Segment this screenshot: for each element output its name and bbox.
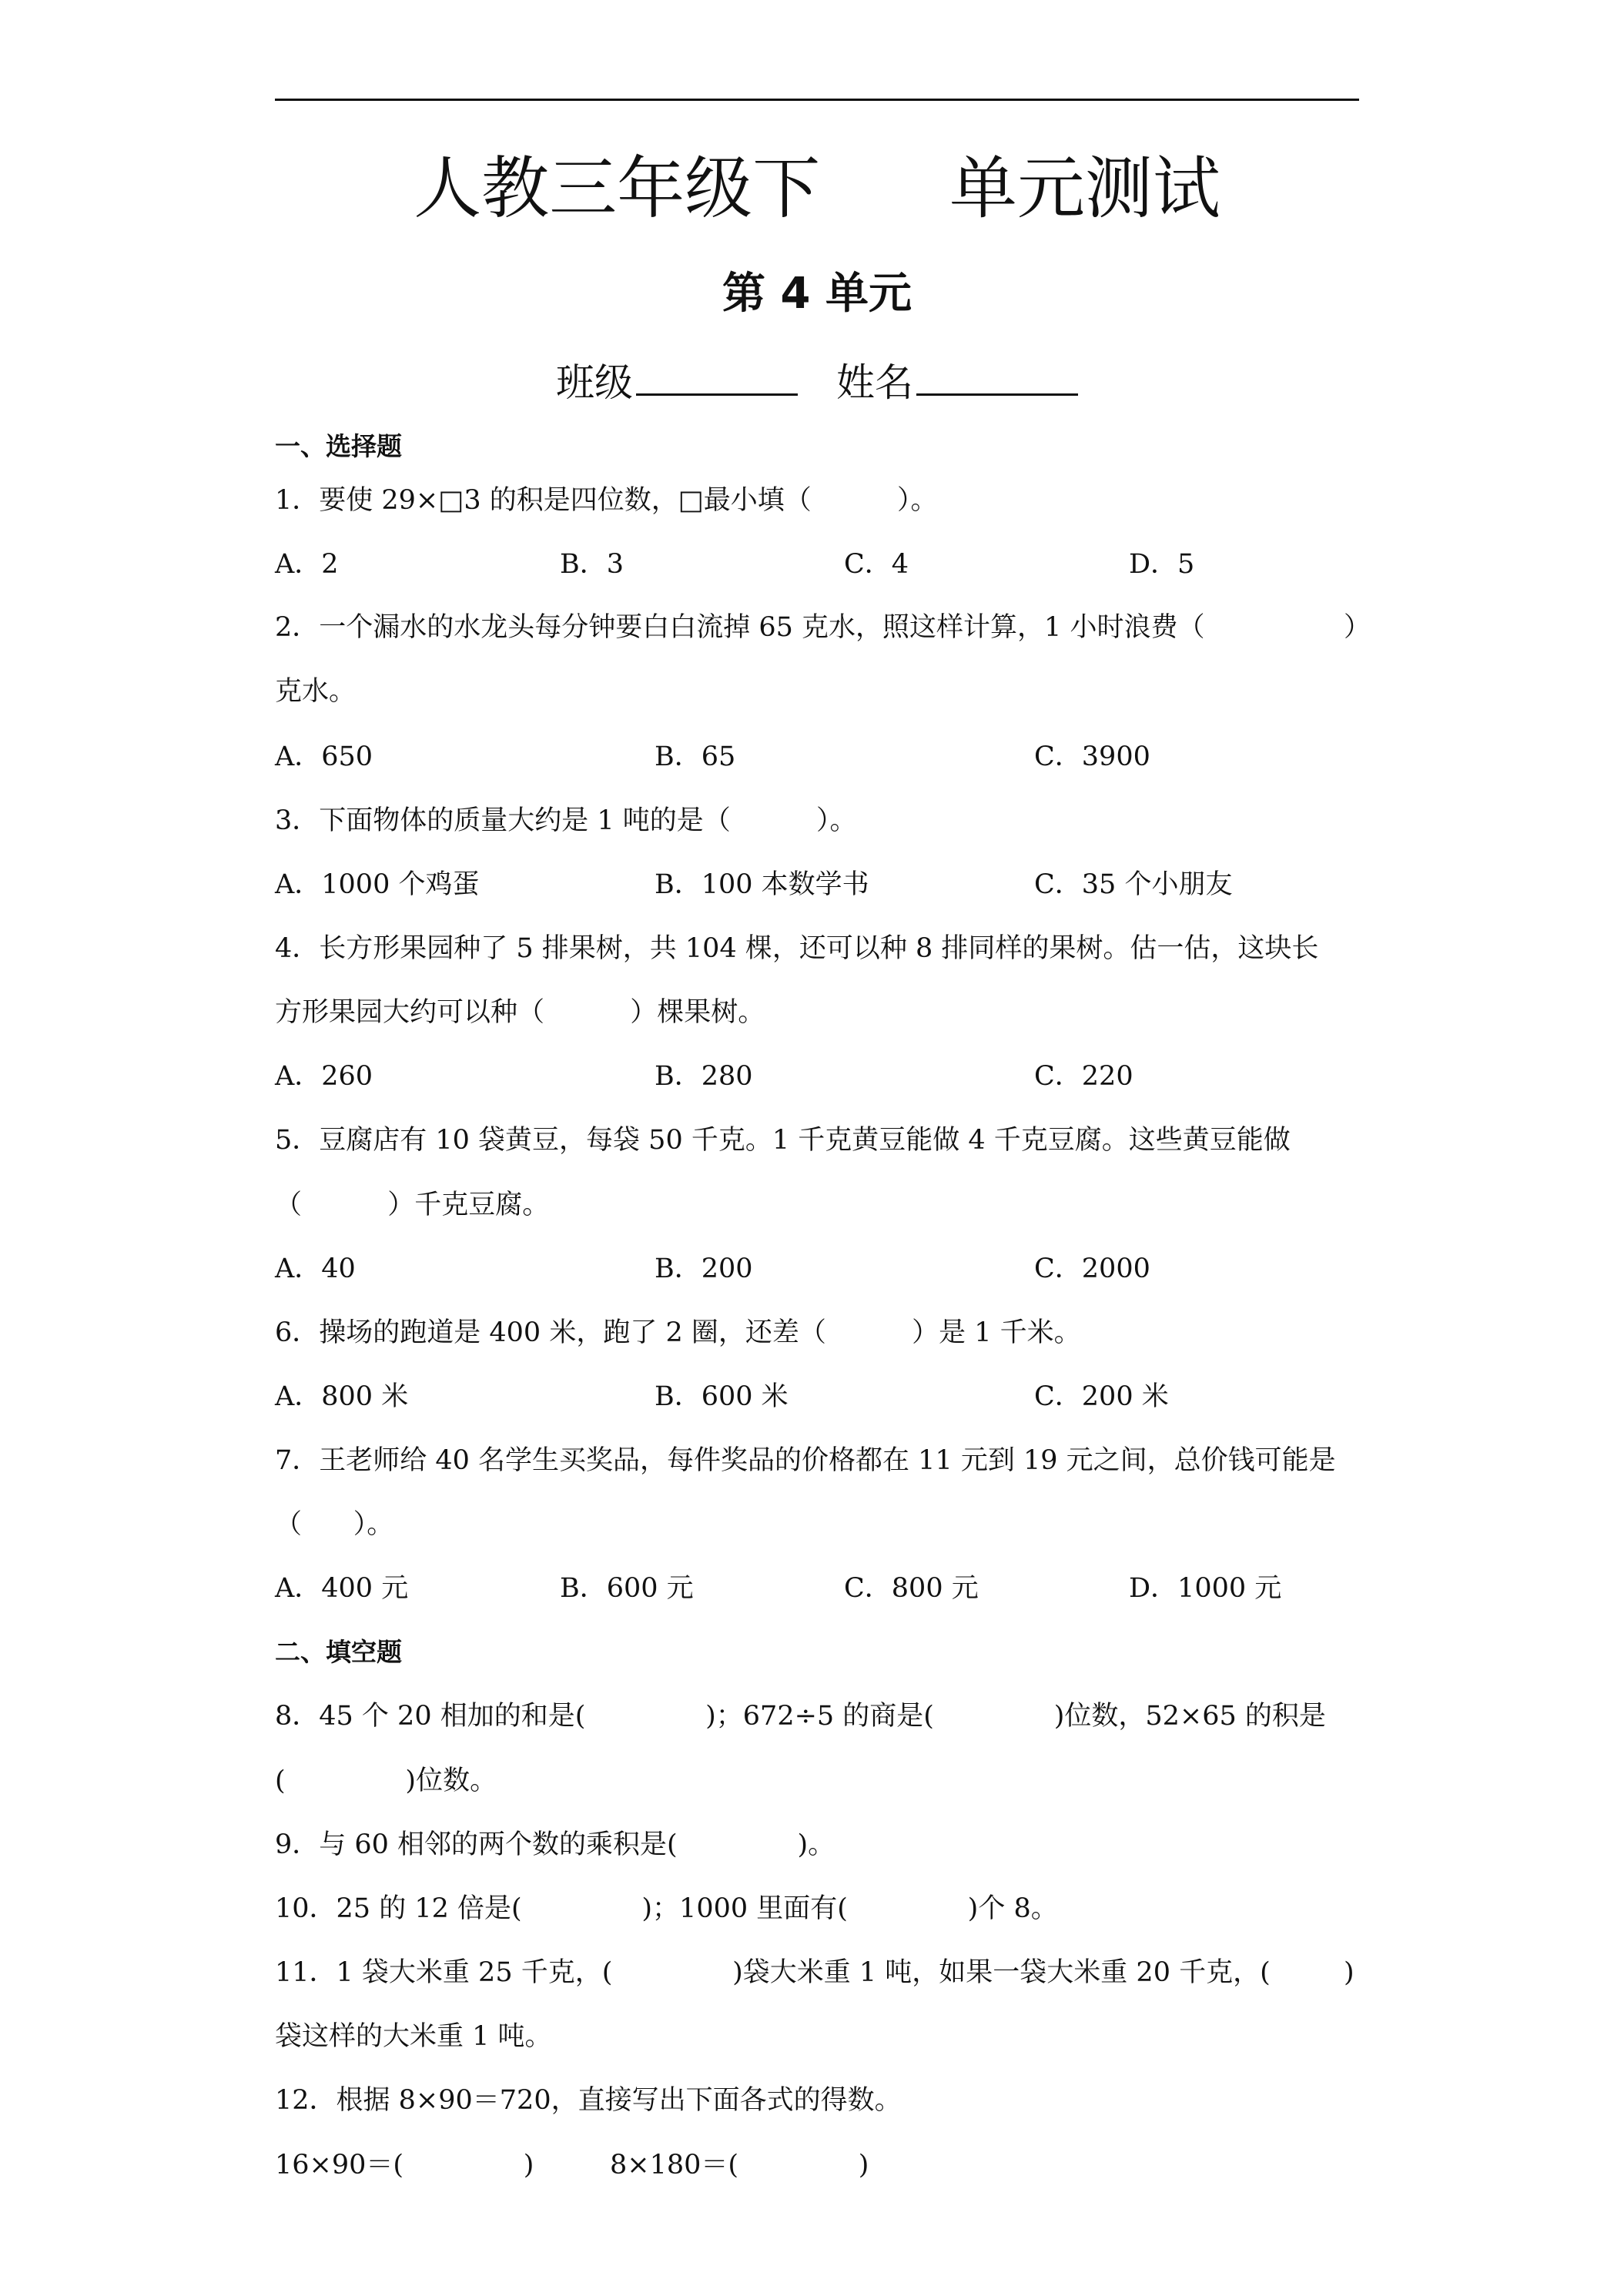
section-choice-heading: 一、选择题 xyxy=(275,431,402,461)
question-8-line-2: ( )位数。 xyxy=(275,1766,497,1796)
name-label: 姓名 xyxy=(836,360,913,405)
q7-option-d[interactable]: D．1000 元 xyxy=(1129,1573,1282,1604)
q6-option-a[interactable]: A．800 米 xyxy=(275,1381,409,1412)
q5-option-c[interactable]: C．2000 xyxy=(1034,1253,1150,1284)
question-7-line-2: （ ）。 xyxy=(275,1509,394,1540)
question-2-close-paren: ） xyxy=(1344,612,1371,643)
q12-item-2: 8×180＝( ) xyxy=(610,2150,869,2181)
q7-option-b[interactable]: B．600 元 xyxy=(560,1573,694,1604)
q1-option-d[interactable]: D．5 xyxy=(1129,549,1195,580)
q4-option-c[interactable]: C．220 xyxy=(1034,1061,1133,1092)
q2-option-c[interactable]: C．3900 xyxy=(1034,741,1150,772)
name-blank[interactable] xyxy=(916,350,1078,396)
section-fill-heading: 二、填空题 xyxy=(275,1637,402,1667)
question-9: 9．与 60 相邻的两个数的乘积是( )。 xyxy=(275,1829,835,1860)
q2-option-a[interactable]: A．650 xyxy=(275,741,373,772)
q3-option-a[interactable]: A．1000 个鸡蛋 xyxy=(275,869,480,900)
question-7-line-1: 7．王老师给 40 名学生买奖品，每件奖品的价格都在 11 元到 19 元之间，总价钱可能是 xyxy=(275,1445,1336,1476)
q4-option-a[interactable]: A．260 xyxy=(275,1061,373,1092)
q1-option-c[interactable]: C．4 xyxy=(844,549,909,580)
q2-option-b[interactable]: B．65 xyxy=(655,741,736,772)
question-11-line-1: 11．1 袋大米重 25 千克，( )袋大米重 1 吨，如果一袋大米重 20 千克，( xyxy=(275,1957,1271,1988)
class-blank[interactable] xyxy=(636,350,798,396)
unit-subtitle: 第 4 单元 xyxy=(722,269,912,319)
student-info-line xyxy=(275,350,1359,412)
question-5-line-1: 5．豆腐店有 10 袋黄豆，每袋 50 千克。1 千克黄豆能做 4 千克豆腐。这些黄豆能做 xyxy=(275,1125,1291,1156)
q3-option-c[interactable]: C．35 个小朋友 xyxy=(1034,869,1233,900)
question-5-line-2: （ ）千克豆腐。 xyxy=(275,1190,550,1220)
question-2-line-1: 2．一个漏水的水龙头每分钟要白白流掉 65 克水，照这样计算，1 小时浪费（ xyxy=(275,612,1205,643)
q1-option-b[interactable]: B．3 xyxy=(560,549,624,580)
q5-option-a[interactable]: A．40 xyxy=(275,1253,356,1284)
question-8-line-1: 8．45 个 20 相加的和是( )；672÷5 的商是( )位数，52×65 的积是 xyxy=(275,1701,1326,1732)
question-1: 1．要使 29×□3 的积是四位数，□最小填（ ）。 xyxy=(275,485,938,516)
question-12: 12．根据 8×90＝720，直接写出下面各式的得数。 xyxy=(275,2085,902,2116)
q6-option-b[interactable]: B．600 米 xyxy=(655,1381,789,1412)
class-label: 班级 xyxy=(556,360,633,405)
q7-option-a[interactable]: A．400 元 xyxy=(275,1573,409,1604)
question-4-line-1: 4．长方形果园种了 5 排果树，共 104 棵，还可以种 8 排同样的果树。估一估，这块长 xyxy=(275,933,1319,964)
q12-item-1: 16×90＝( ) xyxy=(275,2150,534,2181)
question-11-close-paren: ) xyxy=(1344,1957,1354,1988)
question-6: 6．操场的跑道是 400 米，跑了 2 圈，还差（ ）是 1 千米。 xyxy=(275,1317,1081,1348)
question-2-line-2: 克水。 xyxy=(275,676,357,707)
q6-option-c[interactable]: C．200 米 xyxy=(1034,1381,1169,1412)
q7-option-c[interactable]: C．800 元 xyxy=(844,1573,979,1604)
q3-option-b[interactable]: B．100 本数学书 xyxy=(655,869,869,900)
question-10: 10．25 的 12 倍是( )；1000 里面有( )个 8。 xyxy=(275,1893,1058,1924)
top-rule xyxy=(275,99,1359,101)
question-11-line-2: 袋这样的大米重 1 吨。 xyxy=(275,2021,552,2052)
q5-option-b[interactable]: B．200 xyxy=(655,1253,753,1284)
question-4-line-2: 方形果园大约可以种（ ）棵果树。 xyxy=(275,997,765,1028)
q1-option-a[interactable]: A．2 xyxy=(275,549,339,580)
q4-option-b[interactable]: B．280 xyxy=(655,1061,753,1092)
question-3: 3．下面物体的质量大约是 1 吨的是（ ）。 xyxy=(275,805,857,836)
page-title: 人教三年级下 单元测试 xyxy=(414,149,1221,228)
